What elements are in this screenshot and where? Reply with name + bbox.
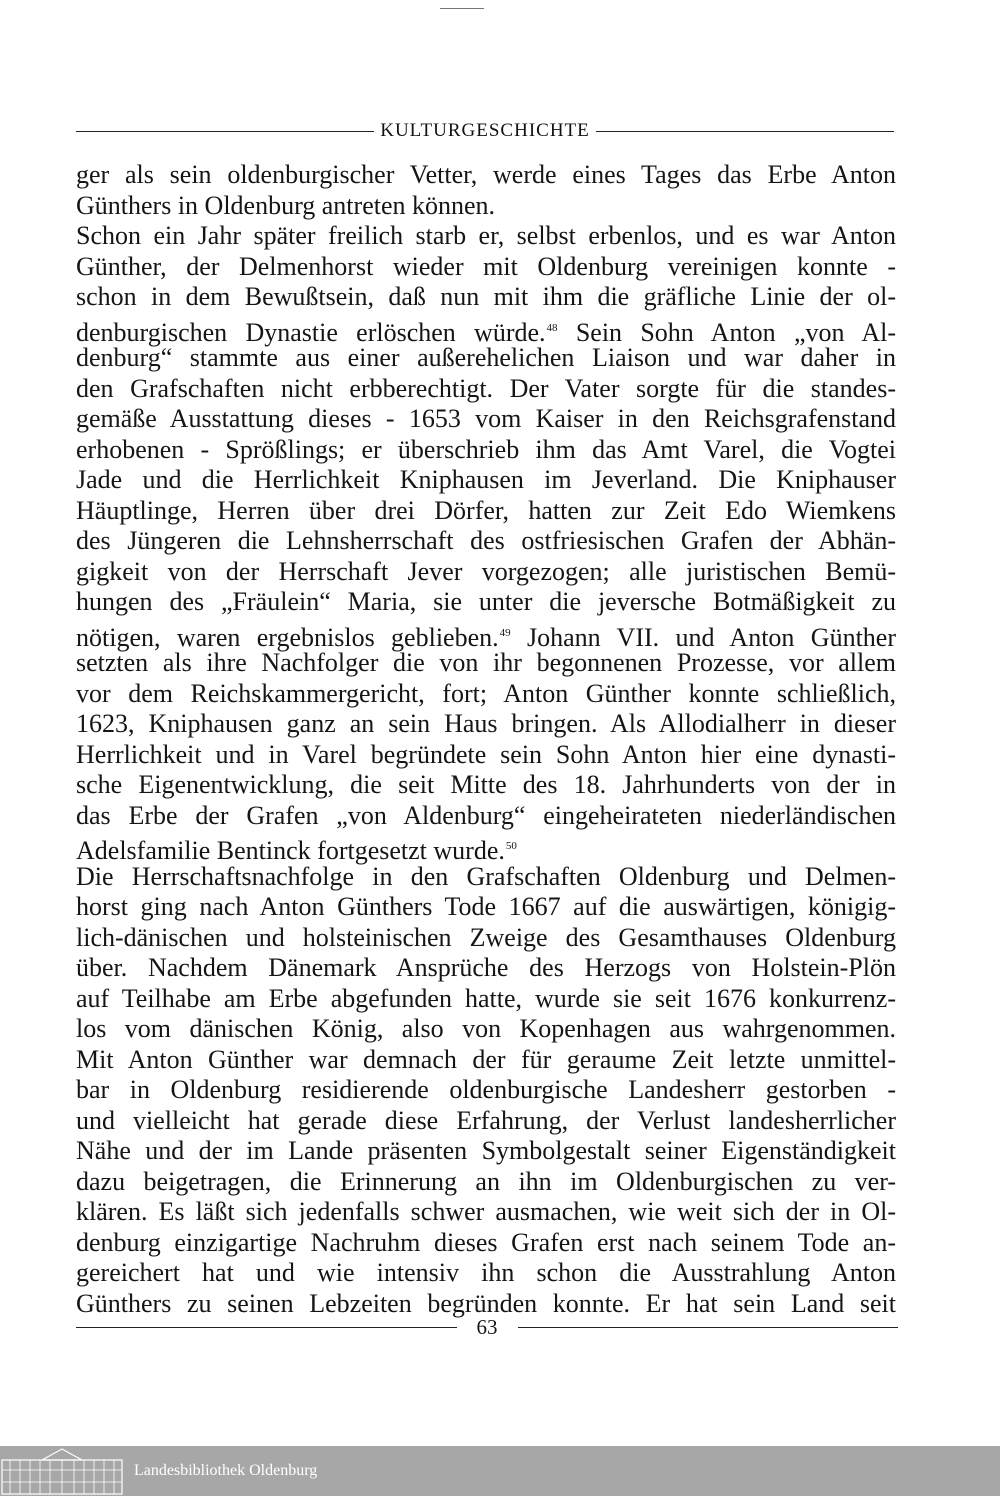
line-text: erhobenen - Sprößlings; er überschrieb ihm das Amt Varel, die Vogtei — [76, 434, 896, 464]
text-line — [76, 160, 896, 191]
line-text: dazu beigetragen, die Erinnerung an ihn im Oldenburgischen zu ver- — [76, 1166, 896, 1196]
line-text: Schon ein Jahr später freilich starb er, selbst erbenlos, und es war Anton — [76, 221, 896, 250]
line-text: Adelsfamilie Bentinck fortgesetzt wurde. — [76, 836, 505, 865]
line-text: denburgischen Dynastie erlöschen würde. — [76, 317, 546, 347]
text-line — [76, 404, 896, 435]
line-text: Mit Anton Günther war demnach der für geraume Zeit letzte unmittel- — [76, 1044, 896, 1074]
text-line — [76, 679, 896, 710]
text-line — [76, 282, 896, 313]
line-text: denburg einzigartige Nachruhm dieses Grafen erst nach seinem Tode an- — [76, 1227, 896, 1257]
text-line — [76, 1045, 896, 1076]
text-line — [76, 892, 896, 923]
text-line — [76, 1075, 896, 1106]
footer-rule-left — [76, 1327, 457, 1328]
line-text: den Grafschaften nicht erbberechtigt. Der Vater sorgte für die standes- — [76, 373, 896, 403]
text-line — [76, 923, 896, 954]
header-title: KULTURGESCHICHTE — [380, 120, 590, 141]
library-building-icon — [0, 1446, 124, 1496]
text-line — [76, 831, 896, 865]
line-text: über. Nachdem Dänemark Ansprüche des Herzogs von Holstein-Plön — [76, 953, 896, 982]
line-text: lich-dänischen und holsteinischen Zweige des Gesamthauses Oldenburg — [76, 922, 896, 952]
line-text-continued: Johann VII. und Anton Günther — [510, 622, 896, 652]
line-text: Nähe und der im Lande präsenten Symbolgestalt seiner Eigenständigkeit — [76, 1136, 896, 1165]
text-line — [76, 252, 896, 283]
text-line — [76, 618, 896, 652]
line-text: klären. Es läßt sich jedenfalls schwer ausmachen, wie weit sich der in Ol- — [76, 1197, 896, 1226]
line-text: schon in dem Bewußtsein, daß nun mit ihm die gräfliche Linie der ol- — [76, 282, 896, 311]
text-line — [76, 313, 897, 347]
text-line — [76, 709, 896, 740]
text-line — [76, 1167, 896, 1198]
footnote-marker: 48 — [546, 321, 558, 334]
line-text: Jade und die Herrlichkeit Kniphausen im Jeverland. Die Kniphauser — [76, 465, 896, 494]
line-text: auf Teilhabe am Erbe abgefunden hatte, wurde sie seit 1676 konkurrenz- — [76, 983, 896, 1013]
text-line — [76, 557, 896, 588]
footer-rule-right — [518, 1327, 899, 1328]
line-text: Die Herrschaftsnachfolge in den Grafschaften Oldenburg und Delmen- — [76, 861, 896, 891]
text-line — [76, 1106, 896, 1137]
text-line — [76, 862, 896, 893]
line-text: Günthers zu seinen Lebzeiten begründen konnte. Er hat sein Land seit — [76, 1288, 896, 1318]
page-footer — [76, 1314, 898, 1340]
text-line — [76, 1228, 896, 1259]
line-text: ger als sein oldenburgischer Vetter, werde eines Tages das Erbe Anton — [76, 160, 896, 189]
text-line — [76, 770, 896, 801]
line-text: horst ging nach Anton Günthers Tode 1667 auf die auswärtigen, königig- — [76, 892, 896, 921]
text-line — [76, 496, 896, 527]
text-line — [76, 1014, 896, 1045]
line-text: Häuptlinge, Herren über drei Dörfer, hatten zur Zeit Edo Wiemkens — [76, 495, 896, 525]
text-line — [76, 221, 896, 252]
text-line — [76, 984, 896, 1015]
text-line — [76, 801, 896, 832]
line-text: setzten als ihre Nachfolger die von ihr begonnenen Prozesse, vor allem — [76, 648, 896, 677]
text-line — [76, 1197, 896, 1228]
line-text: vor dem Reichskammergericht, fort; Anton Günther konnte schließlich, — [76, 678, 896, 708]
line-text: Herrlichkeit und in Varel begründete sein Sohn Anton hier eine dynasti- — [76, 739, 896, 769]
header-rule-left — [76, 131, 374, 132]
library-banner — [0, 1446, 1000, 1496]
line-text: gereichert hat und wie intensiv ihn schon die Ausstrahlung Anton — [76, 1258, 896, 1287]
line-text: des Jüngeren die Lehnsherrschaft des ostfriesischen Grafen der Abhän- — [76, 526, 896, 555]
text-line — [76, 343, 896, 374]
text-line — [76, 465, 896, 496]
line-text: 1623, Kniphausen ganz an sein Haus bringen. Als Allodialherr in dieser — [76, 709, 896, 738]
text-line — [76, 1258, 896, 1289]
text-line — [76, 740, 896, 771]
line-text: und vielleicht hat gerade diese Erfahrung, der Verlust landesherrlicher — [76, 1105, 896, 1135]
line-text: nötigen, waren ergebnislos geblieben. — [76, 622, 499, 652]
scan-mark — [440, 8, 484, 9]
text-line — [76, 648, 896, 679]
body-text — [76, 160, 896, 1319]
library-name: Landesbibliothek Oldenburg — [134, 1462, 318, 1479]
line-text: los vom dänischen König, also von Kopenhagen aus wahrgenommen. — [76, 1014, 896, 1043]
line-text: Günthers in Oldenburg antreten können. — [76, 190, 496, 220]
line-text: denburg“ stammte aus einer außerehelichen Liaison und war daher in — [76, 343, 896, 372]
text-line — [76, 1136, 896, 1167]
footnote-marker: 49 — [499, 626, 511, 639]
running-header — [76, 118, 894, 144]
footnote-marker: 50 — [505, 840, 517, 852]
line-text: gigkeit von der Herrschaft Jever vorgezogen; alle juristischen Bemü- — [76, 556, 896, 586]
text-line — [76, 526, 896, 557]
line-text: gemäße Ausstattung dieses - 1653 vom Kaiser in den Reichsgrafenstand — [76, 404, 896, 433]
line-text-continued: Sein Sohn Anton „von Al- — [557, 317, 897, 347]
line-text: Günther, der Delmenhorst wieder mit Oldenburg vereinigen konnte - — [76, 251, 896, 281]
line-text: sche Eigenentwicklung, die seit Mitte des 18. Jahrhunderts von der in — [76, 770, 896, 799]
text-line — [76, 953, 896, 984]
line-text: hungen des „Fräulein“ Maria, sie unter die jeversche Botmäßigkeit zu — [76, 587, 896, 616]
text-line — [76, 374, 896, 405]
line-text: bar in Oldenburg residierende oldenburgische Landesherr gestorben - — [76, 1075, 896, 1104]
text-line — [76, 191, 896, 222]
header-rule-right — [596, 131, 894, 132]
text-line — [76, 587, 896, 618]
page-number: 63 — [476, 1314, 498, 1339]
line-text: das Erbe der Grafen „von Aldenburg“ eingeheirateten niederländischen — [76, 800, 896, 830]
text-line — [76, 435, 896, 466]
